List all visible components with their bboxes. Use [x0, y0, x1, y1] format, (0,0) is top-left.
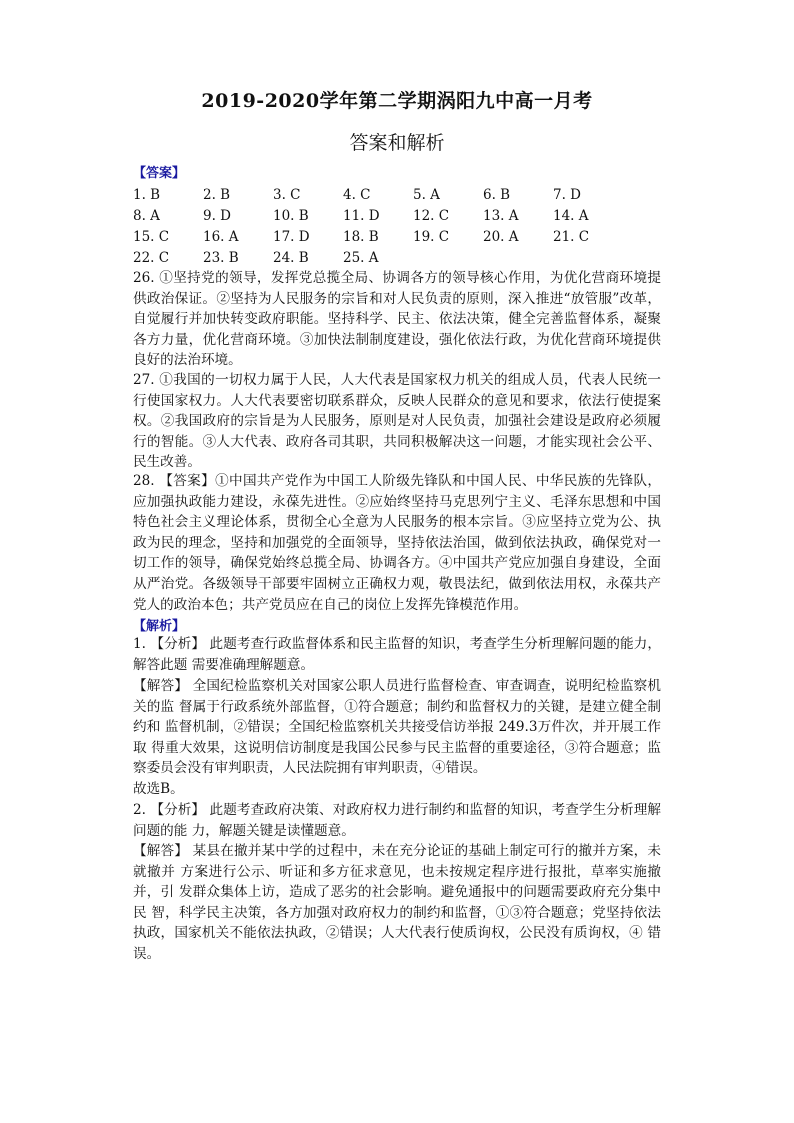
q1-analysis: 1. 【分析】 此题考查行政监督体系和民主监督的知识，考查学生分析理解问题的能力，解答此题 需要准确理解题意。 — [133, 636, 661, 673]
answer-item: 13. A — [483, 208, 519, 224]
page-title: 2019-2020学年第二学期涡阳九中高一月考 — [201, 90, 593, 112]
answer-item: 18. B — [343, 229, 379, 245]
answer-item: 3. C — [273, 187, 301, 203]
answer-item: 8. A — [133, 208, 160, 224]
answer-item: 7. D — [553, 187, 581, 203]
question-28-answer: 28. 【答案】①中国共产党作为中国工人阶级先锋队和中国人民、中华民族的先锋队，应加强执政能力建设，永葆先进性。②应始终坚持马克思列宁主义、毛泽东思想和中国特色社会主义理论体系，贯彻全心全意为人民服务的根本宗旨。③应坚持立党为公、执政为民的理念，坚持和加强党的全面领导，坚持依法治国，做到依法执政，确保党对一切工作的领导，确保党始终总揽全局、协调各方。④中国共产党应加强自身建设，全面从严治党。各级领导干部要牢固树立正确权力观，敬畏法纪，做到依法用权，永葆共产党人的政治本色；共产党员应在自己的岗位上发挥先锋模范作用。 — [133, 473, 661, 613]
analysis-section-label: 【解析】 — [133, 619, 186, 634]
answer-item: 11. D — [343, 208, 380, 224]
answer-row — [133, 248, 693, 269]
answer-item: 16. A — [203, 229, 239, 245]
answer-section-label: 【答案】 — [133, 166, 186, 181]
answer-item: 17. D — [273, 229, 310, 245]
answer-item: 9. D — [203, 208, 231, 224]
answer-row — [133, 227, 693, 248]
q1-choice: 故选B。 — [133, 781, 184, 797]
answer-item: 5. A — [413, 187, 440, 203]
answer-item: 23. B — [203, 250, 239, 266]
q1-solution: 【解答】 全国纪检监察机关对国家公职人员进行监督检查、审查调查，说明纪检监察机关的监 督属于行政系统外部监督，①符合题意；制约和监督权力的关键，是建立健全制约和 监督机制，②错误；全国纪检监察机关共接受信访举报 249.3万件次，并开展工作取 得重大效果，这说明信访制度是我国公民参与民主监督的重要途径，③符合题意；监 察委员会没有审判职责，人民法院拥有审判职责，④错误。 — [133, 678, 661, 777]
answer-item: 20. A — [483, 229, 519, 245]
answer-item: 25. A — [343, 250, 379, 266]
answer-item: 24. B — [273, 250, 309, 266]
answer-key-grid — [133, 185, 693, 269]
answer-item: 12. C — [413, 208, 450, 224]
answer-item: 22. C — [133, 250, 170, 266]
answer-row — [133, 185, 693, 206]
question-26-answer: 26. ①坚持党的领导，发挥党总揽全局、协调各方的领导核心作用，为优化营商环境提供政治保证。②坚持为人民服务的宗旨和对人民负责的原则，深入推进“放管服”改革，自觉履行并加快转变政府职能。坚持科学、民主、依法决策，健全完善监督体系，凝聚各方力量，优化营商环境。③加快法制制度建设，强化依法行政，为优化营商环境提供良好的法治环境。 — [133, 270, 661, 369]
answer-item: 1. B — [133, 187, 161, 203]
q2-analysis: 2. 【分析】 此题考查政府决策、对政府权力进行制约和监督的知识，考查学生分析理解问题的能 力，解题关键是读懂题意。 — [133, 802, 661, 839]
answer-item: 10. B — [273, 208, 309, 224]
answer-item: 15. C — [133, 229, 170, 245]
answer-row — [133, 206, 693, 227]
q2-solution: 【解答】 某县在撤并某中学的过程中，未在充分论证的基础上制定可行的撤并方案，未就撤并 方案进行公示、听证和多方征求意见，也未按规定程序进行报批，草率实施撤并，引 发群众集体上访，造成了恶劣的社会影响。避免通报中的问题需要政府充分集中民 智，科学民主决策，各方加强对政府权力的制约和监督，①③符合题意；党坚持依法 执政，国家机关不能依法执政，②错误；人大代表行使质询权，公民没有质询权，④ 错误。 — [133, 843, 661, 962]
answer-item: 21. C — [553, 229, 590, 245]
answer-item: 19. C — [413, 229, 450, 245]
answer-item: 4. C — [343, 187, 371, 203]
answer-item: 6. B — [483, 187, 511, 203]
page-subtitle: 答案和解析 — [349, 132, 445, 154]
answer-item: 2. B — [203, 187, 231, 203]
question-27-answer: 27. ①我国的一切权力属于人民，人大代表是国家权力机关的组成人员，代表人民统一行使国家权力。人大代表要密切联系群众，反映人民群众的意见和要求，依法行使提案权。②我国政府的宗旨是为人民服务，原则是对人民负责，加强社会建设是政府必须履行的智能。③人大代表、政府各司其职，共同积极解决这一问题，才能实现社会公平、民生改善。 — [133, 372, 661, 471]
answer-item: 14. A — [553, 208, 589, 224]
